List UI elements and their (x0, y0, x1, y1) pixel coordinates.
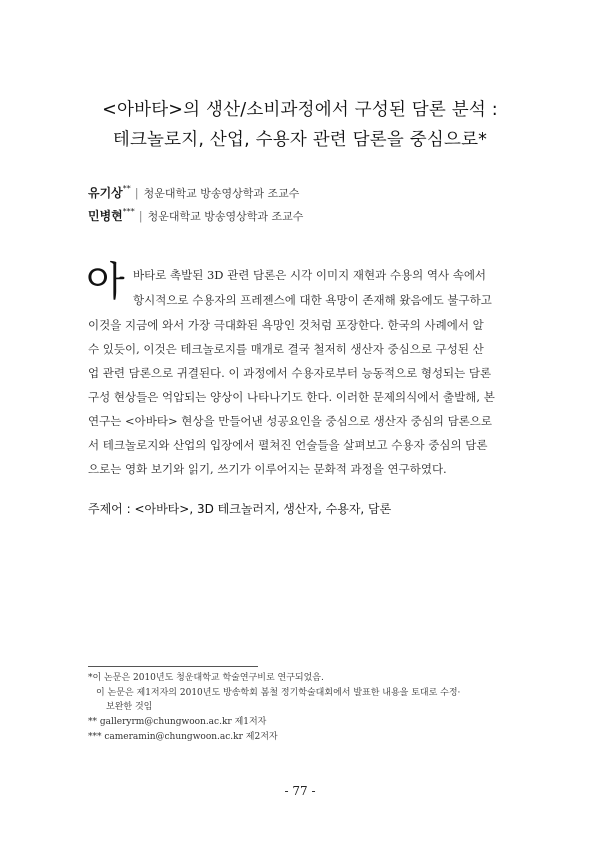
author-name: 민병현 (88, 209, 123, 223)
page-number: - 77 - (284, 784, 316, 798)
footnote-presentation: 이 논문은 제1저자의 2010년도 방송학회 봄철 정기학술대회에서 발표한 내용을 토대로 수정· (96, 688, 461, 698)
author-separator: | (138, 209, 143, 223)
author-affiliation: 청운대학교 방송영상학과 조교수 (147, 210, 304, 223)
author-separator: | (134, 186, 139, 200)
abstract-line: 으로는 영화 보기와 읽기, 쓰기가 이루어지는 문화적 과정을 연구하였다. (88, 462, 447, 476)
title-line-1: <아바타>의 생산/소비과정에서 구성된 담론 분석 : (102, 100, 498, 120)
abstract-line: 항시적으로 수용자의 프레젠스에 대한 욕망이 존재해 왔음에도 불구하고 (133, 293, 492, 307)
author-mark: ** (122, 184, 131, 193)
title-line-2: 테크놀로지, 산업, 수용자 관련 담론을 중심으로* (112, 130, 488, 150)
abstract-line: 업 관련 담론으로 귀결된다. 이 과정에서 수용자로부터 능동적으로 형성되는 담론 (88, 366, 492, 380)
author-mark: *** (122, 207, 135, 216)
footnote-funding: *이 논문은 2010년도 청운대학교 학술연구비로 연구되었음. (88, 673, 324, 683)
abstract-line: 서 테크놀로지와 산업의 입장에서 펼쳐진 언술들을 살펴보고 수용자 중심의 담론 (88, 438, 488, 452)
abstract-line: 연구는 <아바타> 현상을 만들어낸 성공요인을 중심으로 생산자 중심의 담론으로 (88, 414, 492, 428)
abstract-line: 수 있듯이, 이것은 테크놀로지를 매개로 결국 철저히 생산자 중심으로 구성된 산 (88, 342, 484, 356)
abstract-line: 구성 현상들은 억압되는 양상이 나타나기도 한다. 이러한 문제의식에서 출발해, 본 (88, 390, 495, 404)
footnote-first-author: ** galleryrm@chungwoon.ac.kr 제1저자 (88, 717, 267, 727)
abstract-dropcap: 아 (86, 259, 125, 305)
footnote-second-author: *** cameramin@chungwoon.ac.kr 제2저자 (88, 732, 278, 742)
abstract-line: 이것을 지금에 와서 가장 극대화된 욕망인 것처럼 포장한다. 한국의 사례에서 알 (88, 318, 484, 332)
footnote-presentation-cont: 보완한 것임 (106, 702, 153, 712)
author-name: 유기상 (88, 186, 123, 200)
author-affiliation: 청운대학교 방송영상학과 조교수 (143, 187, 300, 200)
keywords: 주제어 : <아바타>, 3D 테크놀러지, 생산자, 수용자, 담론 (88, 502, 392, 516)
abstract-line: 바타로 촉발된 3D 관련 담론은 시각 이미지 재현과 수용의 역사 속에서 (133, 268, 487, 282)
author-1 (88, 184, 299, 201)
author-2 (88, 207, 303, 224)
footnote-divider (88, 666, 258, 667)
